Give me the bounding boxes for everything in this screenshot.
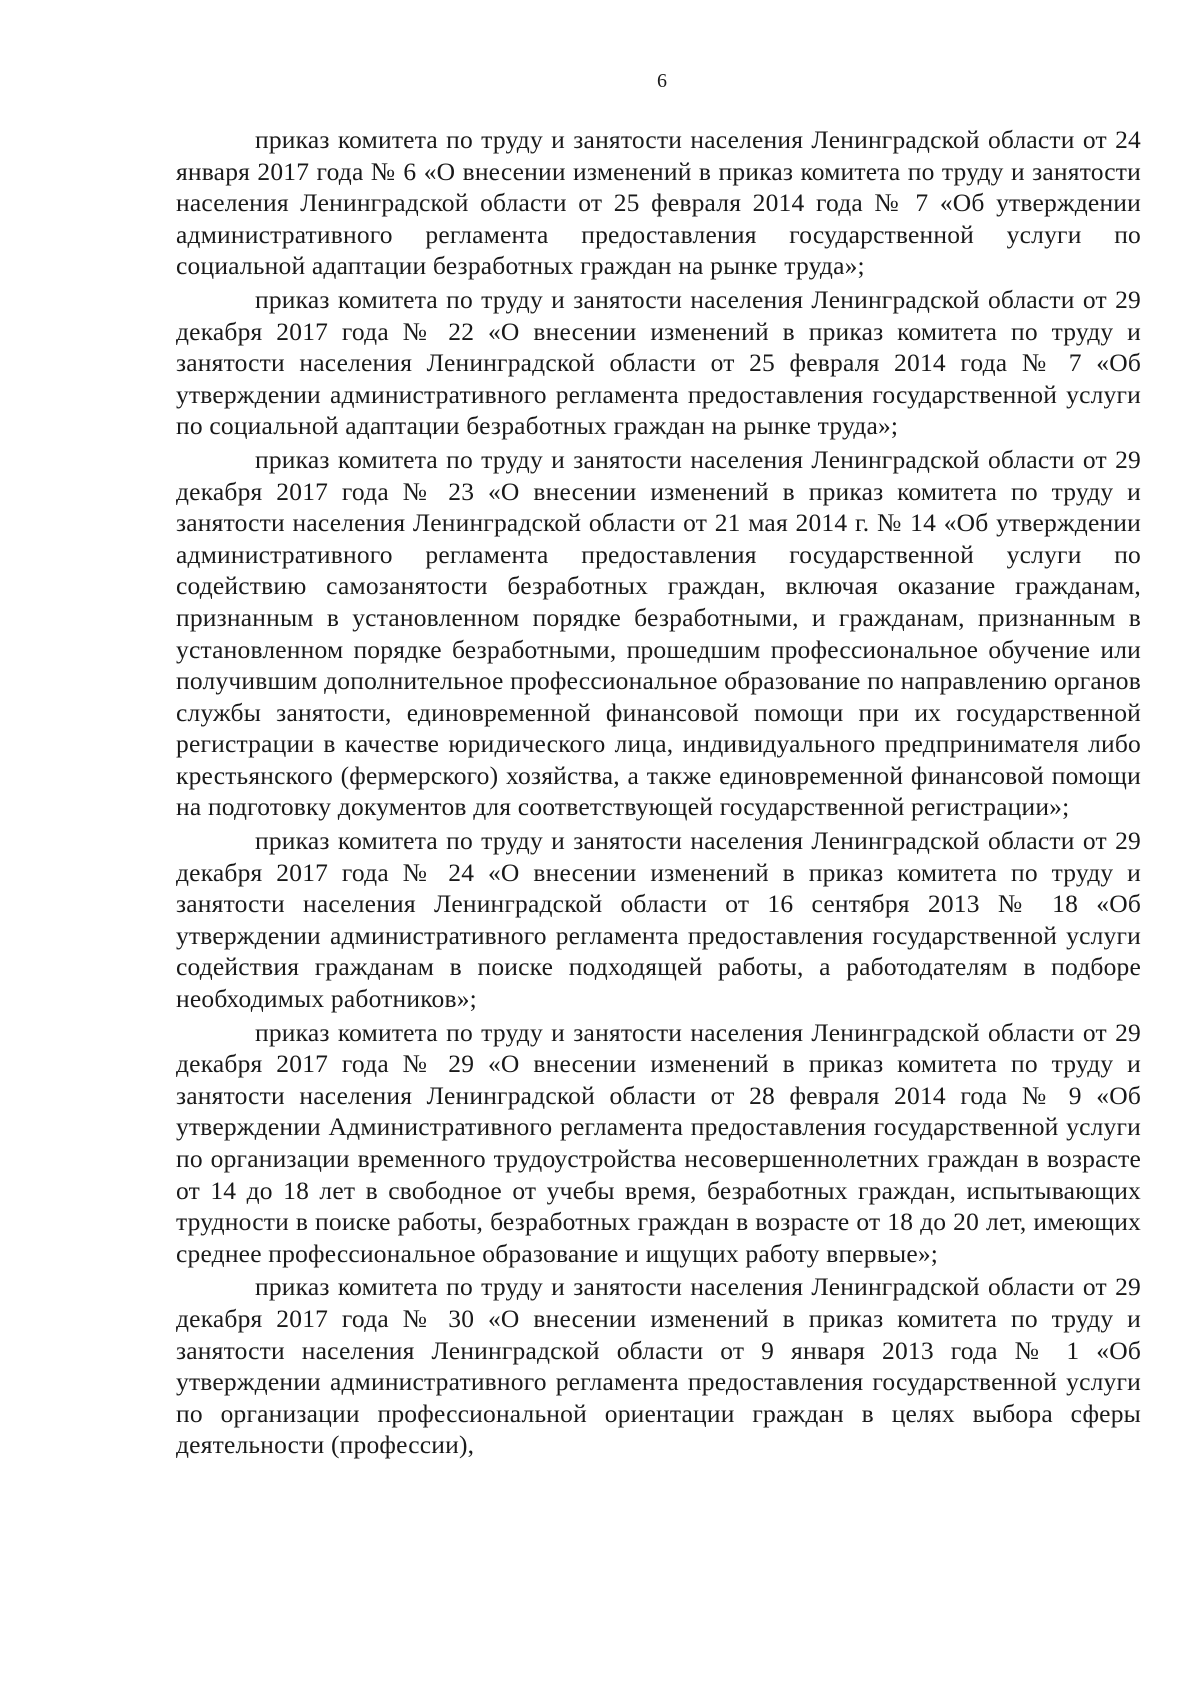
paragraph-order-3: приказ комитета по труду и занятости населения Ленинградской области от 29 декабря 2017 года № 23 «О внесении изменений в приказ комитета по труду и занятости населения Ленинградской области от 21 мая 2014 г. № 14 «Об утверждении административного регламента предоставления государственной услуги по содействию самозанятости безработных граждан, включая оказание гражданам, признанным в установленном порядке безработными, и гражданам, признанным в установленном порядке безработными, прошедшим профессиональное обучение или получившим дополнительное профессиональное образование по направлению органов службы занятости, единовременной финансовой помощи при их государственной регистрации в качестве юридического лица, индивидуального предпринимателя либо крестьянского (фермерского) хозяйства, а также единовременной финансовой помощи на подготовку документов для соответствующей государственной регистрации»; <box>176 444 1141 822</box>
paragraph-order-6: приказ комитета по труду и занятости населения Ленинградской области от 29 декабря 2017 года № 30 «О внесении изменений в приказ комитета по труду и занятости населения Ленинградской области от 9 января 2013 года № 1 «Об утверждении административного регламента предоставления государственной услуги по организации профессиональной ориентации граждан в целях выбора сферы деятельности (профессии), <box>176 1272 1141 1460</box>
document-body <box>176 124 1141 1461</box>
paragraph-order-1: приказ комитета по труду и занятости населения Ленинградской области от 24 января 2017 года № 6 «О внесении изменений в приказ комитета по труду и занятости населения Ленинградской области от 25 февраля 2014 года № 7 «Об утверждении административного регламента предоставления государственной услуги по социальной адаптации безработных граждан на рынке труда»; <box>176 125 1141 281</box>
paragraph-order-5: приказ комитета по труду и занятости населения Ленинградской области от 29 декабря 2017 года № 29 «О внесении изменений в приказ комитета по труду и занятости населения Ленинградской области от 28 февраля 2014 года № 9 «Об утверждении Административного регламента предоставления государственной услуги по организации временного трудоустройства несовершеннолетних граждан в возрасте от 14 до 18 лет в свободное от учебы время, безработных граждан, испытывающих трудности в поиске работы, безработных граждан в возрасте от 18 до 20 лет, имеющих среднее профессиональное образование и ищущих работу впервые»; <box>176 1017 1141 1268</box>
paragraph-order-2: приказ комитета по труду и занятости населения Ленинградской области от 29 декабря 2017 года № 22 «О внесении изменений в приказ комитета по труду и занятости населения Ленинградской области от 25 февраля 2014 года № 7 «Об утверждении административного регламента предоставления государственной услуги по социальной адаптации безработных граждан на рынке труда»; <box>176 284 1141 441</box>
paragraph-order-4: приказ комитета по труду и занятости населения Ленинградской области от 29 декабря 2017 года № 24 «О внесении изменений в приказ комитета по труду и занятости населения Ленинградской области от 16 сентября 2013 № 18 «Об утверждении административного регламента предоставления государственной услуги содействия гражданам в поиске подходящей работы, а работодателям в подборе необходимых работников»; <box>176 826 1141 1014</box>
page-number: 6 <box>657 70 667 92</box>
